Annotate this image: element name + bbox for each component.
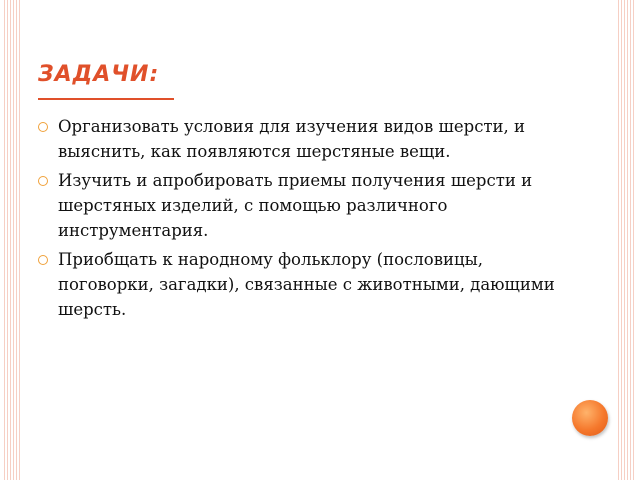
title-underline	[38, 98, 174, 100]
bullet-text: Организовать условия для изучения видов шерсти, и выяснить, как появляются шерстяные вещи.	[58, 117, 526, 161]
left-stripe-decoration	[4, 0, 22, 480]
bullet-circle-icon	[38, 122, 48, 132]
bullet-circle-icon	[38, 176, 48, 186]
list-item	[38, 168, 578, 243]
bullet-list	[38, 114, 578, 326]
list-item	[38, 114, 578, 164]
list-item	[38, 247, 578, 322]
bullet-text: Приобщать к народному фольклору (пословицы, поговорки, загадки), связанные с животными, дающими шерсть.	[58, 250, 555, 319]
slide-title: ЗАДАЧИ:	[38, 62, 160, 87]
right-stripe-decoration	[618, 0, 636, 480]
bullet-text: Изучить и апробировать приемы получения шерсти и шерстяных изделий, с помощью различного инструментария.	[58, 171, 533, 240]
orange-circle-decoration	[572, 400, 608, 436]
bullet-circle-icon	[38, 255, 48, 265]
